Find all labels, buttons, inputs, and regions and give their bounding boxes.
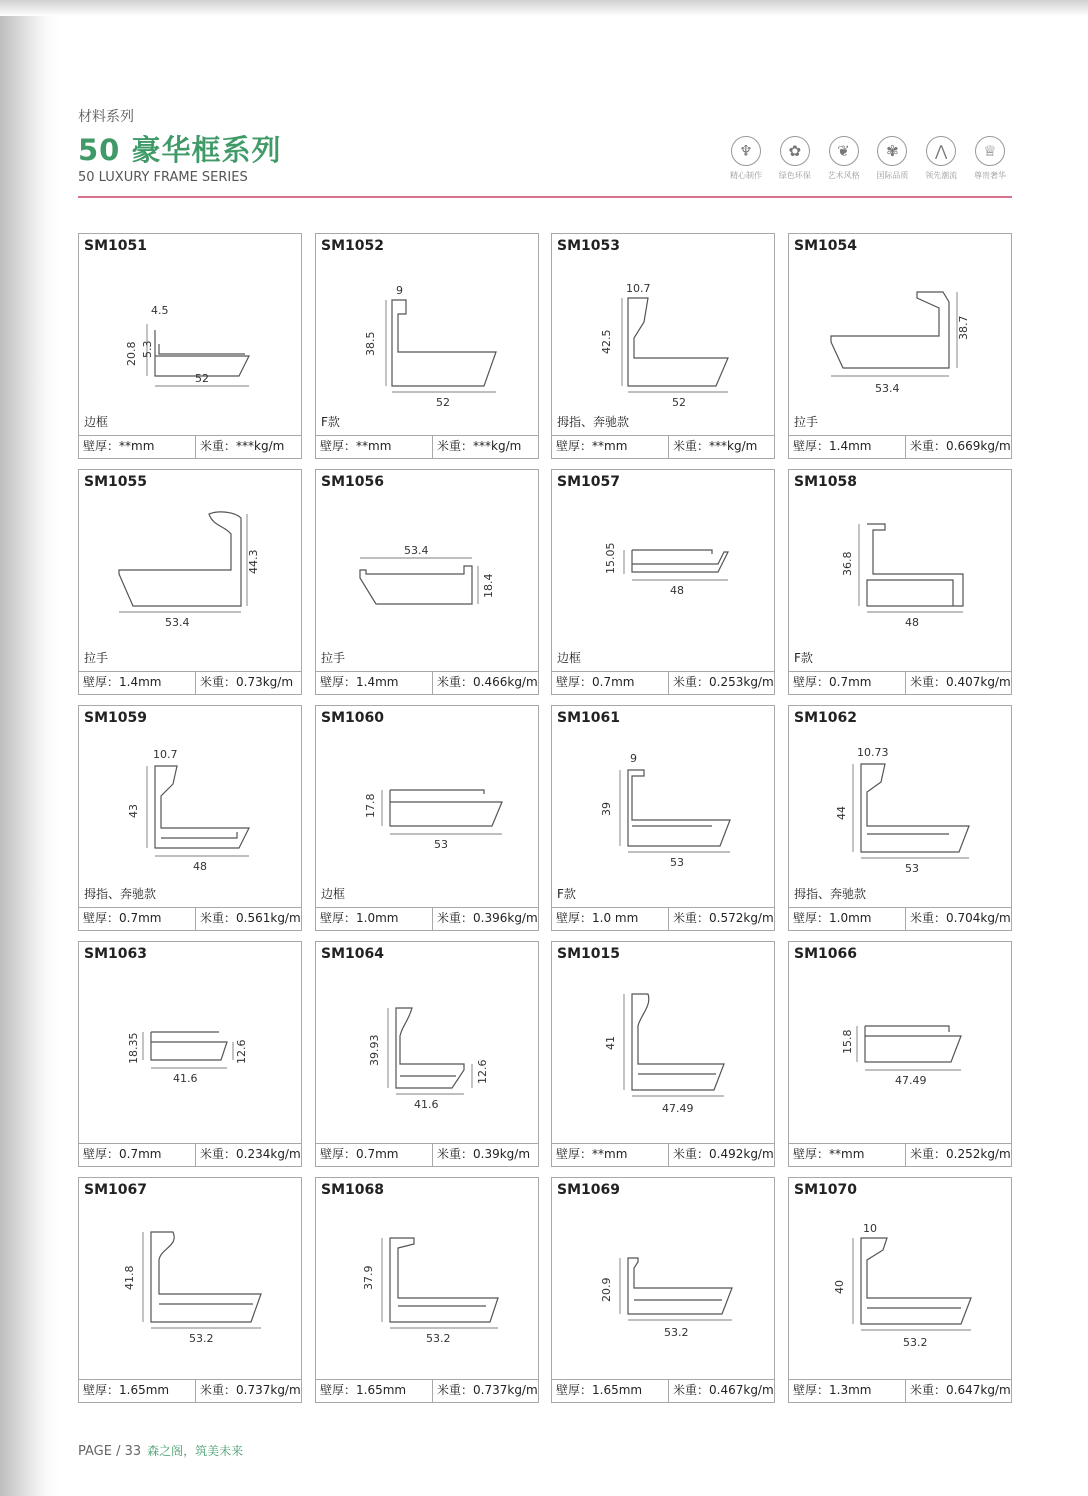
dim-label: 20.9 — [600, 1277, 613, 1302]
thickness-value: 1.0mm — [356, 911, 399, 925]
badge — [868, 136, 916, 186]
thickness-label: 壁厚： — [556, 675, 593, 689]
product-card — [551, 233, 775, 459]
crown-icon: ♕ — [975, 136, 1005, 166]
weight-label: 米重： — [437, 1383, 474, 1397]
thickness-label: 壁厚： — [793, 675, 830, 689]
product-card — [78, 1177, 302, 1403]
thickness-label: 壁厚： — [556, 911, 593, 925]
product-category: 拉手 — [794, 415, 819, 429]
profile-drawing — [552, 966, 774, 1116]
dim-label: 53.4 — [165, 616, 190, 629]
product-code: SM1070 — [794, 1182, 857, 1198]
dim-label: 53.2 — [426, 1332, 451, 1345]
dim-label: 44 — [835, 806, 848, 820]
dim-label: 10.7 — [626, 282, 651, 295]
badge — [917, 136, 965, 186]
thickness-label: 壁厚： — [793, 1147, 830, 1161]
product-card — [788, 941, 1012, 1167]
weight-value: 0.492kg/m — [709, 1147, 774, 1161]
page-top-shadow — [0, 0, 1088, 16]
badge-label: 精心制作 — [730, 171, 762, 180]
spec-row — [552, 907, 774, 930]
product-card — [788, 705, 1012, 931]
weight-value: 0.561kg/m — [236, 911, 301, 925]
product-card — [551, 705, 775, 931]
thickness-value: 1.0 mm — [592, 911, 639, 925]
spec-row — [79, 1143, 301, 1166]
profile-drawing — [789, 730, 1011, 880]
weight-label: 米重： — [910, 439, 947, 453]
product-code: SM1060 — [321, 710, 384, 726]
page-number: PAGE / 33 — [78, 1444, 142, 1459]
dim-label: 53.4 — [875, 382, 900, 395]
dim-label: 48 — [193, 860, 207, 873]
product-code: SM1067 — [84, 1182, 147, 1198]
thickness-value: 0.7mm — [119, 1147, 162, 1161]
thickness-label: 壁厚： — [556, 439, 593, 453]
dim-label: 12.6 — [476, 1059, 489, 1084]
weight-value: 0.737kg/m — [473, 1383, 538, 1397]
profile-drawing — [552, 494, 774, 644]
dim-label: 5.3 — [141, 340, 154, 358]
weight-value: 0.704kg/m — [946, 911, 1011, 925]
profile-drawing — [316, 966, 538, 1116]
badge-label: 艺术风格 — [827, 171, 860, 180]
thickness-value: 0.7mm — [592, 675, 635, 689]
spec-row — [789, 1143, 1011, 1166]
spec-row — [316, 1143, 538, 1166]
thickness-label: 壁厚： — [83, 1147, 120, 1161]
thickness-label: 壁厚： — [320, 911, 357, 925]
book-spine-shadow — [0, 0, 44, 1496]
thickness-label: 壁厚： — [556, 1383, 593, 1397]
product-code: SM1059 — [84, 710, 147, 726]
spec-row — [79, 435, 301, 458]
leaf-icon: ✿ — [780, 136, 810, 166]
dim-label: 41 — [604, 1036, 617, 1050]
peak-icon: ⋀ — [926, 136, 956, 166]
dim-label: 52 — [672, 396, 686, 408]
thickness-label: 壁厚： — [320, 675, 357, 689]
spec-row — [79, 907, 301, 930]
badge-label: 领先潮流 — [925, 171, 958, 180]
thickness-value: 0.7mm — [829, 675, 872, 689]
weight-label: 米重： — [200, 1147, 237, 1161]
weight-value: ***kg/m — [709, 439, 758, 453]
weight-value: 0.73kg/m — [236, 675, 294, 689]
series-label-en: 50 LUXURY FRAME SERIES — [78, 170, 248, 185]
thickness-label: 壁厚： — [793, 911, 830, 925]
thickness-value: 0.7mm — [119, 911, 162, 925]
profile-drawing — [79, 966, 301, 1116]
product-card — [315, 1177, 539, 1403]
product-category: 拉手 — [321, 651, 346, 665]
profile-drawing — [789, 494, 1011, 644]
thickness-value: **mm — [592, 1147, 628, 1161]
trophy-icon: ♆ — [731, 136, 761, 166]
dim-label: 40 — [833, 1280, 846, 1294]
dim-label: 41.6 — [173, 1072, 198, 1085]
spec-row — [79, 671, 301, 694]
weight-label: 米重： — [200, 911, 237, 925]
series-label-cn: 材料系列 — [78, 109, 134, 125]
weight-label: 米重： — [910, 1383, 947, 1397]
dim-label: 38.7 — [957, 315, 970, 340]
product-card — [788, 233, 1012, 459]
weight-value: 0.39kg/m — [473, 1147, 531, 1161]
weight-value: 0.252kg/m — [946, 1147, 1011, 1161]
thickness-value: 1.0mm — [829, 911, 872, 925]
weight-label: 米重： — [673, 439, 710, 453]
spec-row — [789, 435, 1011, 458]
dim-label: 39 — [600, 802, 613, 816]
profile-drawing — [789, 966, 1011, 1116]
dim-label: 53.2 — [903, 1336, 928, 1349]
dim-label: 10.73 — [857, 746, 889, 759]
profile-drawing — [316, 730, 538, 880]
badge-label: 国际品质 — [876, 171, 909, 180]
weight-value: 0.669kg/m — [946, 439, 1011, 453]
spec-row — [789, 907, 1011, 930]
weight-label: 米重： — [437, 1147, 474, 1161]
thickness-value: 0.7mm — [356, 1147, 399, 1161]
dim-label: 12.6 — [235, 1039, 248, 1064]
dim-label: 4.5 — [151, 304, 169, 317]
weight-value: 0.234kg/m — [236, 1147, 301, 1161]
weight-label: 米重： — [910, 675, 947, 689]
weight-label: 米重： — [673, 911, 710, 925]
badge-label: 尊贵奢华 — [973, 171, 1006, 180]
product-code: SM1058 — [794, 474, 857, 490]
product-code: SM1052 — [321, 238, 384, 254]
dim-label: 53 — [905, 862, 919, 875]
spec-row — [316, 671, 538, 694]
product-code: SM1069 — [557, 1182, 620, 1198]
thickness-value: 1.4mm — [119, 675, 162, 689]
product-card — [551, 469, 775, 695]
product-category: 边框 — [321, 887, 346, 901]
dim-label: 38.5 — [364, 331, 377, 356]
product-code: SM1068 — [321, 1182, 384, 1198]
product-category: 边框 — [557, 651, 582, 665]
thickness-value: 1.3mm — [829, 1383, 872, 1397]
thickness-label: 壁厚： — [83, 1383, 120, 1397]
weight-label: 米重： — [200, 675, 237, 689]
badge-label: 绿色环保 — [778, 171, 811, 180]
weight-label: 米重： — [673, 1383, 710, 1397]
dim-label: 53 — [670, 856, 684, 869]
badge — [966, 136, 1014, 186]
dim-label: 53.2 — [189, 1332, 214, 1345]
thickness-label: 壁厚： — [83, 675, 120, 689]
profile-drawing — [789, 258, 1011, 408]
weight-label: 米重： — [910, 911, 947, 925]
profile-drawing — [316, 494, 538, 644]
product-card — [315, 941, 539, 1167]
weight-value: 0.396kg/m — [473, 911, 538, 925]
spec-row — [316, 907, 538, 930]
profile-drawing — [316, 1202, 538, 1352]
product-code: SM1064 — [321, 946, 384, 962]
product-code: SM1063 — [84, 946, 147, 962]
dim-label: 15.8 — [841, 1029, 854, 1054]
spec-row — [552, 1143, 774, 1166]
product-category: 拇指、奔驰款 — [557, 415, 630, 429]
profile-drawing — [789, 1202, 1011, 1352]
page-footer — [78, 1442, 243, 1459]
thickness-value: 1.4mm — [356, 675, 399, 689]
profile-drawing — [79, 494, 301, 644]
dim-label: 39.93 — [368, 1034, 381, 1066]
product-code: SM1066 — [794, 946, 857, 962]
thickness-value: 1.65mm — [356, 1383, 407, 1397]
profile-drawing — [552, 730, 774, 880]
thickness-value: **mm — [356, 439, 392, 453]
product-code: SM1053 — [557, 238, 620, 254]
product-code: SM1051 — [84, 238, 147, 254]
dim-label: 18.4 — [482, 573, 495, 598]
product-category: 拇指、奔驰款 — [84, 887, 157, 901]
profile-drawing — [79, 1202, 301, 1352]
product-code: SM1057 — [557, 474, 620, 490]
weight-value: 0.737kg/m — [236, 1383, 301, 1397]
dim-label: 41.6 — [414, 1098, 439, 1111]
product-code: SM1056 — [321, 474, 384, 490]
product-category: F款 — [557, 887, 576, 901]
dim-label: 9 — [396, 284, 403, 297]
thickness-value: 1.65mm — [119, 1383, 170, 1397]
weight-label: 米重： — [673, 675, 710, 689]
product-card — [78, 705, 302, 931]
product-card — [788, 1177, 1012, 1403]
badge — [771, 136, 819, 186]
header-divider — [78, 196, 1012, 198]
profile-drawing — [79, 258, 301, 408]
profile-drawing — [316, 258, 538, 408]
product-code: SM1062 — [794, 710, 857, 726]
product-code: SM1061 — [557, 710, 620, 726]
dim-label: 53.2 — [664, 1326, 689, 1339]
product-card — [315, 233, 539, 459]
product-code: SM1054 — [794, 238, 857, 254]
badge — [820, 136, 868, 186]
spec-row — [79, 1379, 301, 1402]
dim-label: 20.8 — [125, 341, 138, 366]
weight-value: ***kg/m — [236, 439, 285, 453]
dim-label: 10.7 — [153, 748, 178, 761]
thickness-value: **mm — [829, 1147, 865, 1161]
dim-label: 18.35 — [127, 1032, 140, 1064]
dim-label: 44.3 — [247, 549, 260, 574]
thickness-label: 壁厚： — [83, 911, 120, 925]
dim-label: 43 — [127, 804, 140, 818]
thickness-label: 壁厚： — [320, 1147, 357, 1161]
weight-value: 0.466kg/m — [473, 675, 538, 689]
product-code: SM1055 — [84, 474, 147, 490]
weight-label: 米重： — [437, 439, 474, 453]
product-card — [78, 233, 302, 459]
spec-row — [552, 1379, 774, 1402]
dim-label: 9 — [630, 752, 637, 765]
thickness-label: 壁厚： — [793, 1383, 830, 1397]
dim-label: 47.49 — [895, 1074, 927, 1087]
weight-label: 米重： — [437, 675, 474, 689]
spec-row — [789, 1379, 1011, 1402]
plant-icon: ❦ — [829, 136, 859, 166]
thickness-value: **mm — [119, 439, 155, 453]
weight-label: 米重： — [200, 1383, 237, 1397]
product-category: 拉手 — [84, 651, 109, 665]
product-category: 拇指、奔驰款 — [794, 887, 867, 901]
product-code: SM1015 — [557, 946, 620, 962]
weight-value: ***kg/m — [473, 439, 522, 453]
weight-value: 0.647kg/m — [946, 1383, 1011, 1397]
dim-label: 48 — [905, 616, 919, 629]
dim-label: 37.9 — [362, 1265, 375, 1290]
dim-label: 10 — [863, 1222, 877, 1235]
product-card — [788, 469, 1012, 695]
weight-label: 米重： — [910, 1147, 947, 1161]
thickness-label: 壁厚： — [793, 439, 830, 453]
dim-label: 17.8 — [364, 793, 377, 818]
product-card — [315, 705, 539, 931]
thickness-value: **mm — [592, 439, 628, 453]
thickness-value: 1.65mm — [592, 1383, 643, 1397]
weight-label: 米重： — [200, 439, 237, 453]
dim-label: 15.05 — [604, 542, 617, 574]
product-category: F款 — [794, 651, 813, 665]
dim-label: 53.4 — [404, 544, 429, 557]
dim-label: 41.8 — [123, 1265, 136, 1290]
footer-slogan: 森之阁，筑美未来 — [147, 1444, 244, 1458]
page-title: 50 豪华框系列 — [78, 133, 282, 167]
thickness-label: 壁厚： — [83, 439, 120, 453]
thickness-label: 壁厚： — [320, 1383, 357, 1397]
spec-row — [789, 671, 1011, 694]
weight-value: 0.407kg/m — [946, 675, 1011, 689]
product-card — [315, 469, 539, 695]
profile-drawing — [552, 1202, 774, 1352]
badge — [722, 136, 770, 186]
product-category: F款 — [321, 415, 340, 429]
spec-row — [552, 435, 774, 458]
dim-label: 48 — [670, 584, 684, 597]
thickness-label: 壁厚： — [320, 439, 357, 453]
thickness-label: 壁厚： — [556, 1147, 593, 1161]
dim-label: 52 — [195, 372, 209, 385]
dim-label: 47.49 — [662, 1102, 694, 1115]
product-card — [78, 469, 302, 695]
weight-value: 0.467kg/m — [709, 1383, 774, 1397]
dim-label: 52 — [436, 396, 450, 408]
weight-label: 米重： — [673, 1147, 710, 1161]
dim-label: 53 — [434, 838, 448, 851]
weight-label: 米重： — [437, 911, 474, 925]
product-card — [78, 941, 302, 1167]
dim-label: 36.8 — [841, 551, 854, 576]
globe-icon: ✾ — [877, 136, 907, 166]
profile-drawing — [79, 730, 301, 880]
dim-label: 42.5 — [600, 329, 613, 354]
weight-value: 0.253kg/m — [709, 675, 774, 689]
feature-badges — [722, 136, 1014, 186]
product-category: 边框 — [84, 415, 109, 429]
thickness-value: 1.4mm — [829, 439, 872, 453]
product-card — [551, 941, 775, 1167]
profile-drawing — [552, 258, 774, 408]
product-card — [551, 1177, 775, 1403]
spec-row — [316, 435, 538, 458]
spec-row — [552, 671, 774, 694]
weight-value: 0.572kg/m — [709, 911, 774, 925]
spec-row — [316, 1379, 538, 1402]
